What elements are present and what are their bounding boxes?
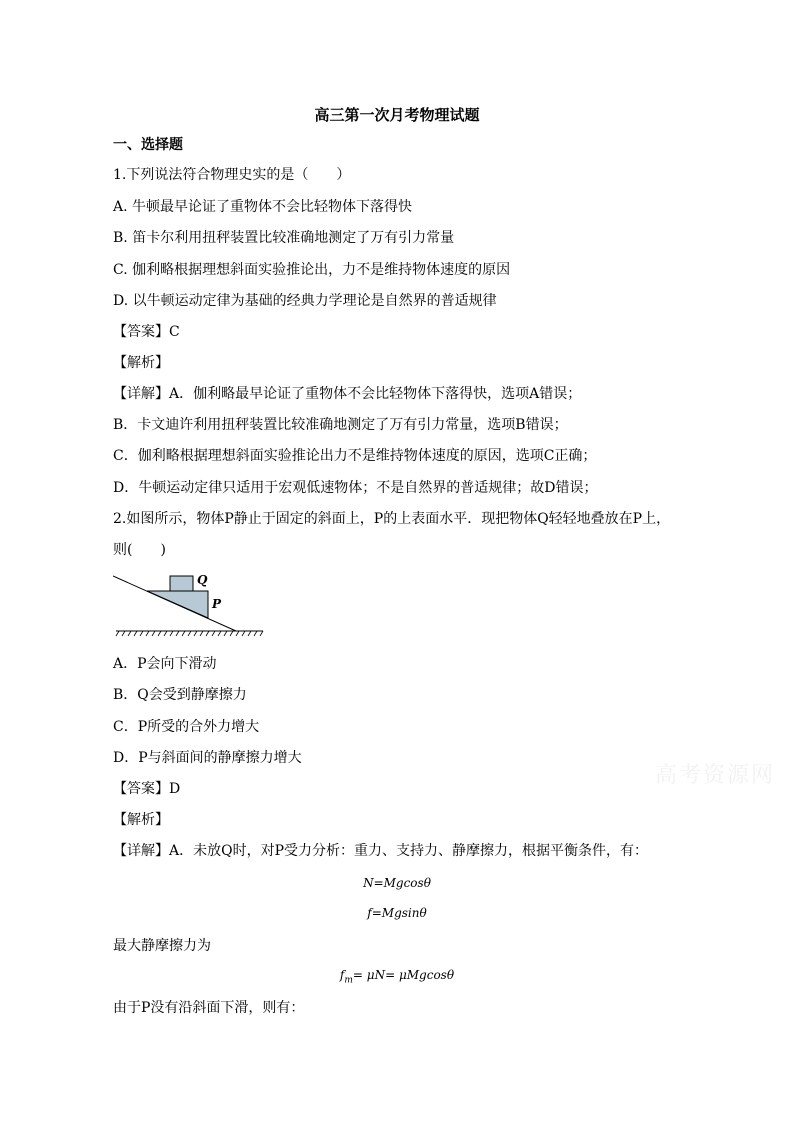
incline-figure xyxy=(113,568,268,640)
equation-friction: f=Mgsinθ xyxy=(367,906,427,920)
q1-stem: 1.下列说法符合物理史实的是（ ） xyxy=(113,167,351,183)
page-title: 高三第一次月考物理试题 xyxy=(314,106,480,124)
q1-option-a: A. 牛顿最早论证了重物体不会比轻物体下落得快 xyxy=(113,199,413,215)
block-q xyxy=(170,576,193,591)
q1-detail-a: 【详解】A．伽利略最早论证了重物体不会比轻物体下落得快，选项A错误； xyxy=(113,386,582,402)
q1-detail-c: C．伽利略根据理想斜面实验推论出力不是维持物体速度的原因，选项C正确； xyxy=(113,448,597,464)
q2-detail-a: 【详解】A．未放Q时，对P受力分析：重力、支持力、静摩擦力，根据平衡条件，有： xyxy=(113,843,649,859)
q2-last-line: 由于P没有沿斜面下滑，则有： xyxy=(113,1000,305,1016)
q2-stem-line1: 2.如图所示，物体P静止于固定的斜面上，P的上表面水平．现把物体Q轻轻地叠放在P上， xyxy=(113,511,671,527)
q2-option-c: C．P所受的合外力增大 xyxy=(113,719,260,735)
q2-option-a: A．P会向下滑动 xyxy=(113,656,217,672)
q1-analysis-label: 【解析】 xyxy=(113,355,169,371)
label-q: Q xyxy=(197,573,208,587)
label-p: P xyxy=(212,597,222,611)
equation-normal-force: N=Mgcosθ xyxy=(363,876,431,890)
q2-analysis-label: 【解析】 xyxy=(113,812,169,828)
q1-option-b: B. 笛卡尔利用扭秤装置比较准确地测定了万有引力常量 xyxy=(113,230,455,246)
q1-answer: 【答案】C xyxy=(113,324,180,340)
ground-hatching xyxy=(116,631,263,636)
q2-option-b: B．Q会受到静摩擦力 xyxy=(113,687,247,703)
q1-detail-d: D．牛顿运动定律只适用于宏观低速物体；不是自然界的普适规律；故D错误； xyxy=(113,480,598,496)
q1-detail-b: B．卡文迪许利用扭秤装置比较准确地测定了万有引力常量，选项B错误； xyxy=(113,417,568,433)
q2-stem-line2: 则( ) xyxy=(113,542,166,558)
q1-option-c: C. 伽利略根据理想斜面实验推论出，力不是维持物体速度的原因 xyxy=(113,262,511,278)
q2-option-d: D．P与斜面间的静摩擦力增大 xyxy=(113,750,302,766)
block-p xyxy=(147,591,208,618)
q2-answer: 【答案】D xyxy=(113,781,181,797)
max-static-label: 最大静摩擦力为 xyxy=(113,938,211,954)
equation-max-friction: $f_m= \mu N= \mu Mgcos\theta$ xyxy=(339,968,455,986)
watermark: 高考资源网 xyxy=(655,763,776,788)
section-heading: 一、选择题 xyxy=(113,137,183,153)
q1-option-d: D. 以牛顿运动定律为基础的经典力学理论是自然界的普适规律 xyxy=(113,293,497,309)
